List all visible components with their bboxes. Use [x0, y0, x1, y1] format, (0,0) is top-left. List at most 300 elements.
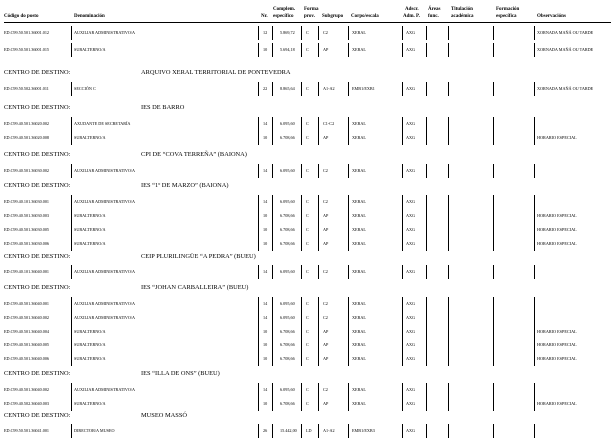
cell-forma: LD: [306, 428, 312, 433]
column-divider: [448, 223, 449, 237]
cell-nr: 10: [263, 329, 268, 334]
center-name: IES DE BARRO: [141, 104, 185, 111]
column-divider: [493, 131, 494, 145]
column-divider: [301, 82, 302, 96]
cell-nr: 22: [263, 86, 268, 91]
cell-corpo: EMB1/EXB1: [352, 86, 375, 91]
cell-sub: C2: [323, 387, 328, 392]
cell-obs: XORNADA MAÑÁ OU TARDE: [537, 86, 594, 91]
cell-nr: 10: [263, 227, 268, 232]
cell-den: SUBALTERNO/A: [74, 401, 106, 406]
column-divider: [402, 424, 403, 438]
cell-comp: 6.095,60: [280, 387, 295, 392]
cell-sub: A1-A2: [323, 428, 335, 433]
cell-corpo: XERAL: [352, 241, 366, 246]
column-divider: [258, 325, 259, 339]
cell-forma: C: [306, 301, 309, 306]
table-row: [0, 352, 615, 368]
cell-den: SECCIÓN C: [74, 86, 96, 91]
cell-sub: C2: [323, 199, 328, 204]
column-divider: [301, 352, 302, 366]
column-divider: [71, 82, 72, 96]
column-divider: [301, 209, 302, 223]
column-divider: [348, 82, 349, 96]
column-divider: [301, 325, 302, 339]
header-adscr-2: Adm. P.: [403, 14, 420, 19]
column-divider: [402, 297, 403, 311]
column-divider: [272, 338, 273, 352]
column-divider: [272, 383, 273, 397]
column-divider: [258, 383, 259, 397]
column-divider: [493, 195, 494, 209]
column-divider: [272, 26, 273, 40]
cell-codigo: ED.C99.50.501.36001.015: [4, 47, 50, 52]
column-divider: [348, 311, 349, 325]
cell-corpo: XERAL: [352, 30, 366, 35]
column-divider: [402, 82, 403, 96]
cell-adscr: AXG: [406, 199, 416, 204]
column-divider: [448, 195, 449, 209]
cell-den: SUBALTERNO/A: [74, 356, 106, 361]
column-divider: [272, 164, 273, 178]
column-divider: [426, 383, 427, 397]
column-divider: [301, 338, 302, 352]
cell-sub: C2: [323, 168, 328, 173]
cell-corpo: XERAL: [352, 199, 366, 204]
cell-comp: 6.708,66: [280, 342, 295, 347]
center-label: CENTRO DE DESTINO:: [4, 69, 71, 76]
column-divider: [272, 424, 273, 438]
center-label: CENTRO DE DESTINO:: [4, 182, 71, 189]
column-divider: [348, 43, 349, 57]
cell-adscr: AXG: [406, 301, 416, 306]
column-divider: [258, 311, 259, 325]
cell-codigo: ED.C99.40.501.36040.004: [4, 329, 50, 334]
column-divider: [318, 43, 319, 57]
column-divider: [71, 325, 72, 339]
column-divider: [301, 26, 302, 40]
column-divider: [448, 164, 449, 178]
cell-den: AXUDANTE DE SECRETARÍA: [74, 121, 131, 126]
column-divider: [534, 311, 535, 325]
column-divider: [426, 26, 427, 40]
cell-adscr: AXG: [406, 135, 416, 140]
center-heading: [4, 369, 604, 379]
cell-nr: 10: [263, 135, 268, 140]
column-divider: [272, 265, 273, 279]
center-name: CEIP PLURILINGÜE “A PEDRA” (BUEU): [141, 253, 256, 260]
column-divider: [272, 117, 273, 131]
column-divider: [426, 164, 427, 178]
column-divider: [272, 352, 273, 366]
column-divider: [258, 424, 259, 438]
column-divider: [493, 237, 494, 251]
center-heading: [4, 283, 604, 293]
header-formacion-1: Formación: [496, 7, 520, 12]
cell-den: SUBALTERNO/A: [74, 227, 106, 232]
cell-comp: 6.708,66: [280, 241, 295, 246]
cell-nr: 14: [263, 168, 268, 173]
cell-adscr: AXG: [406, 168, 416, 173]
column-divider: [71, 26, 72, 40]
cell-obs: HORARIO ESPECIAL: [537, 241, 577, 246]
cell-codigo: ED.C99.40.501.36040.006: [4, 356, 50, 361]
cell-sub: AP: [323, 356, 329, 361]
cell-obs: HORARIO ESPECIAL: [537, 342, 577, 347]
cell-forma: C: [306, 401, 309, 406]
column-divider: [301, 131, 302, 145]
column-divider: [272, 397, 273, 411]
center-heading: [4, 150, 604, 160]
column-divider: [448, 297, 449, 311]
column-divider: [534, 117, 535, 131]
column-divider: [493, 338, 494, 352]
column-divider: [426, 397, 427, 411]
cell-codigo: ED.C99.40.501.36020.002: [4, 121, 50, 126]
cell-obs: XORNADA MAÑÁ OU TARDE: [537, 30, 594, 35]
column-divider: [402, 383, 403, 397]
column-divider: [318, 352, 319, 366]
table-row: [0, 164, 615, 180]
cell-sub: AP: [323, 401, 329, 406]
cell-den: AUXILIAR ADMINISTRATIVO/A: [74, 168, 136, 173]
table-row: [0, 43, 615, 59]
column-divider: [493, 325, 494, 339]
cell-den: DIRECTOR/A MUSEO: [74, 428, 115, 433]
column-divider: [71, 131, 72, 145]
column-divider: [402, 265, 403, 279]
column-divider: [258, 209, 259, 223]
column-divider: [258, 195, 259, 209]
cell-corpo: XERAL: [352, 121, 366, 126]
column-divider: [258, 131, 259, 145]
column-divider: [318, 397, 319, 411]
table-row: [0, 82, 615, 98]
cell-den: AUXILIAR ADMINISTRATIVO/A: [74, 269, 136, 274]
cell-forma: C: [306, 213, 309, 218]
cell-nr: 10: [263, 401, 268, 406]
column-divider: [258, 352, 259, 366]
column-divider: [301, 311, 302, 325]
column-divider: [426, 43, 427, 57]
column-divider: [448, 311, 449, 325]
cell-den: AUXILIAR ADMINISTRATIVO/A: [74, 301, 136, 306]
cell-comp: 6.708,66: [280, 213, 295, 218]
cell-codigo: ED.C99.50.501.36001.012: [4, 30, 50, 35]
column-divider: [426, 325, 427, 339]
column-divider: [71, 43, 72, 57]
column-divider: [493, 209, 494, 223]
header-subgrupo: Subgrupo: [322, 14, 344, 19]
header-formacion-2: específica: [496, 14, 517, 19]
cell-den: SUBALTERNO/A: [74, 241, 106, 246]
cell-den: AUXILIAR ADMINISTRATIVO/A: [74, 315, 136, 320]
cell-sub: C2: [323, 315, 328, 320]
cell-den: AUXILIAR ADMINISTRATIVO/A: [74, 199, 136, 204]
column-divider: [272, 223, 273, 237]
column-divider: [272, 325, 273, 339]
cell-codigo: ED.C99.40.501.36040.002: [4, 315, 50, 320]
cell-den: SUBALTERNO/A: [74, 342, 106, 347]
column-divider: [258, 265, 259, 279]
cell-adscr: AXG: [406, 428, 416, 433]
column-divider: [534, 383, 535, 397]
cell-nr: 14: [263, 121, 268, 126]
column-divider: [402, 117, 403, 131]
column-divider: [493, 117, 494, 131]
center-name: IES “ILLA DE ONS” (BUEU): [141, 370, 220, 377]
column-divider: [318, 82, 319, 96]
column-divider: [426, 424, 427, 438]
column-divider: [258, 397, 259, 411]
cell-nr: 26: [263, 428, 268, 433]
cell-forma: C: [306, 168, 309, 173]
header-forma-1: Forma: [304, 7, 319, 12]
column-divider: [493, 265, 494, 279]
cell-sub: A1-A2: [323, 86, 335, 91]
column-divider: [426, 209, 427, 223]
column-divider: [426, 338, 427, 352]
column-divider: [71, 424, 72, 438]
cell-corpo: XERAL: [352, 387, 366, 392]
cell-corpo: EMB1/EXB3: [352, 428, 375, 433]
cell-adscr: AXG: [406, 30, 416, 35]
column-divider: [301, 117, 302, 131]
cell-adscr: AXG: [406, 213, 416, 218]
column-divider: [402, 164, 403, 178]
table-row: [0, 424, 615, 440]
column-divider: [301, 223, 302, 237]
cell-codigo: ED.C99.50.501.36041.001: [4, 428, 50, 433]
cell-nr: 10: [263, 241, 268, 246]
cell-sub: C2: [323, 269, 328, 274]
column-divider: [301, 424, 302, 438]
table-row: [0, 26, 615, 42]
column-divider: [272, 195, 273, 209]
column-divider: [426, 352, 427, 366]
cell-nr: 14: [263, 315, 268, 320]
column-divider: [318, 338, 319, 352]
column-divider: [258, 164, 259, 178]
cell-corpo: XERAL: [352, 213, 366, 218]
cell-corpo: XERAL: [352, 269, 366, 274]
cell-nr: 12: [263, 30, 268, 35]
column-divider: [71, 352, 72, 366]
column-divider: [348, 338, 349, 352]
cell-obs: HORARIO ESPECIAL: [537, 227, 577, 232]
table-row: [0, 265, 615, 281]
column-divider: [534, 297, 535, 311]
cell-comp: 6.095,60: [280, 121, 295, 126]
cell-obs: HORARIO ESPECIAL: [537, 329, 577, 334]
cell-codigo: ED.C99.40.101.36030.001: [4, 199, 50, 204]
cell-adscr: AXG: [406, 329, 416, 334]
column-divider: [448, 117, 449, 131]
column-divider: [534, 325, 535, 339]
header-observacions: Observacións: [537, 14, 566, 19]
column-divider: [71, 397, 72, 411]
header-complemento-1: Complem.: [273, 7, 296, 12]
column-divider: [348, 265, 349, 279]
column-divider: [448, 265, 449, 279]
column-divider: [534, 209, 535, 223]
header-corpo: Corpo/escala: [351, 14, 379, 19]
cell-adscr: AXG: [406, 121, 416, 126]
column-divider: [318, 383, 319, 397]
cell-forma: C: [306, 315, 309, 320]
center-heading: [4, 181, 604, 191]
center-name: ARQUIVO XERAL TERRITORIAL DE PONTEVEDRA: [141, 69, 291, 76]
column-divider: [301, 383, 302, 397]
cell-comp: 6.095,60: [280, 301, 295, 306]
column-divider: [534, 338, 535, 352]
cell-comp: 5.869,72: [280, 30, 295, 35]
column-divider: [534, 397, 535, 411]
column-divider: [448, 26, 449, 40]
column-divider: [71, 265, 72, 279]
center-label: CENTRO DE DESTINO:: [4, 104, 71, 111]
column-divider: [534, 195, 535, 209]
cell-adscr: AXG: [406, 47, 416, 52]
cell-comp: 6.708,66: [280, 227, 295, 232]
cell-nr: 14: [263, 301, 268, 306]
column-divider: [272, 311, 273, 325]
column-divider: [426, 131, 427, 145]
center-label: CENTRO DE DESTINO:: [4, 253, 71, 260]
cell-adscr: AXG: [406, 387, 416, 392]
column-divider: [348, 325, 349, 339]
cell-sub: AP: [323, 47, 329, 52]
column-divider: [318, 223, 319, 237]
cell-obs: XORNADA MAÑÁ OU TARDE: [537, 47, 594, 52]
column-divider: [71, 164, 72, 178]
column-divider: [318, 164, 319, 178]
column-divider: [426, 237, 427, 251]
column-divider: [448, 383, 449, 397]
column-divider: [348, 164, 349, 178]
column-divider: [348, 223, 349, 237]
cell-nr: 10: [263, 213, 268, 218]
column-divider: [272, 237, 273, 251]
cell-adscr: AXG: [406, 315, 416, 320]
column-divider: [426, 297, 427, 311]
column-divider: [348, 297, 349, 311]
cell-codigo: ED.C99.40.501.36020.008: [4, 135, 50, 140]
cell-den: SUBALTERNO/A: [74, 47, 106, 52]
table-row: [0, 131, 615, 147]
column-divider: [272, 209, 273, 223]
header-titulacion-2: académica: [451, 14, 474, 19]
column-divider: [258, 117, 259, 131]
cell-corpo: XERAL: [352, 401, 366, 406]
header-titulacion-1: Titulación: [451, 7, 473, 12]
column-divider: [318, 209, 319, 223]
cell-codigo: ED.C99.40.501.36030.003: [4, 213, 50, 218]
center-label: CENTRO DE DESTINO:: [4, 284, 71, 291]
column-divider: [493, 352, 494, 366]
cell-codigo: ED.C99.40.501.36040.005: [4, 342, 50, 347]
column-divider: [71, 297, 72, 311]
column-divider: [402, 397, 403, 411]
column-divider: [258, 82, 259, 96]
cell-corpo: XERAL: [352, 315, 366, 320]
cell-corpo: XERAL: [352, 168, 366, 173]
column-divider: [402, 237, 403, 251]
header-nr: Nr.: [261, 14, 268, 19]
header-areas-1: Áreas: [428, 7, 441, 12]
column-divider: [402, 352, 403, 366]
center-heading: [4, 252, 604, 262]
column-divider: [426, 311, 427, 325]
cell-corpo: XERAL: [352, 227, 366, 232]
header-areas-2: func.: [428, 14, 439, 19]
column-divider: [493, 311, 494, 325]
cell-codigo: ED.C99.40.502.36040.003: [4, 401, 50, 406]
center-heading: [4, 411, 604, 421]
column-divider: [348, 397, 349, 411]
column-divider: [318, 265, 319, 279]
cell-forma: C: [306, 47, 309, 52]
cell-forma: C: [306, 329, 309, 334]
center-name: CPI DE “COVA TERREÑA” (BAIONA): [141, 151, 247, 158]
column-divider: [402, 209, 403, 223]
column-divider: [318, 311, 319, 325]
cell-comp: 6.095,60: [280, 269, 295, 274]
cell-comp: 6.708,66: [280, 401, 295, 406]
column-divider: [493, 397, 494, 411]
column-divider: [348, 383, 349, 397]
column-divider: [318, 195, 319, 209]
column-divider: [71, 237, 72, 251]
column-divider: [448, 424, 449, 438]
header-denominacion: Denominación: [74, 14, 105, 19]
cell-adscr: AXG: [406, 241, 416, 246]
cell-adscr: AXG: [406, 401, 416, 406]
center-name: IES “1º DE MARZO” (BAIONA): [141, 182, 229, 189]
column-divider: [493, 82, 494, 96]
cell-forma: C: [306, 387, 309, 392]
cell-sub: C2: [323, 301, 328, 306]
header-forma-2: prov.: [304, 14, 315, 19]
column-divider: [272, 43, 273, 57]
cell-forma: C: [306, 227, 309, 232]
column-divider: [272, 82, 273, 96]
cell-obs: HORARIO ESPECIAL: [537, 356, 577, 361]
center-label: CENTRO DE DESTINO:: [4, 151, 71, 158]
cell-forma: C: [306, 86, 309, 91]
column-divider: [426, 195, 427, 209]
column-divider: [318, 237, 319, 251]
cell-sub: C1-C2: [323, 121, 335, 126]
cell-corpo: XERAL: [352, 301, 366, 306]
cell-comp: 6.095,60: [280, 315, 295, 320]
cell-codigo: ED.C99.40.501.36030.006: [4, 241, 50, 246]
column-divider: [71, 209, 72, 223]
cell-forma: C: [306, 199, 309, 204]
column-divider: [301, 297, 302, 311]
cell-forma: C: [306, 121, 309, 126]
column-divider: [448, 82, 449, 96]
column-divider: [402, 195, 403, 209]
column-divider: [534, 424, 535, 438]
header-adscr-1: Adscr.: [405, 7, 419, 12]
column-divider: [493, 223, 494, 237]
header-complemento-2: específico: [273, 14, 294, 19]
column-divider: [402, 223, 403, 237]
column-divider: [534, 223, 535, 237]
column-divider: [534, 164, 535, 178]
column-divider: [402, 325, 403, 339]
